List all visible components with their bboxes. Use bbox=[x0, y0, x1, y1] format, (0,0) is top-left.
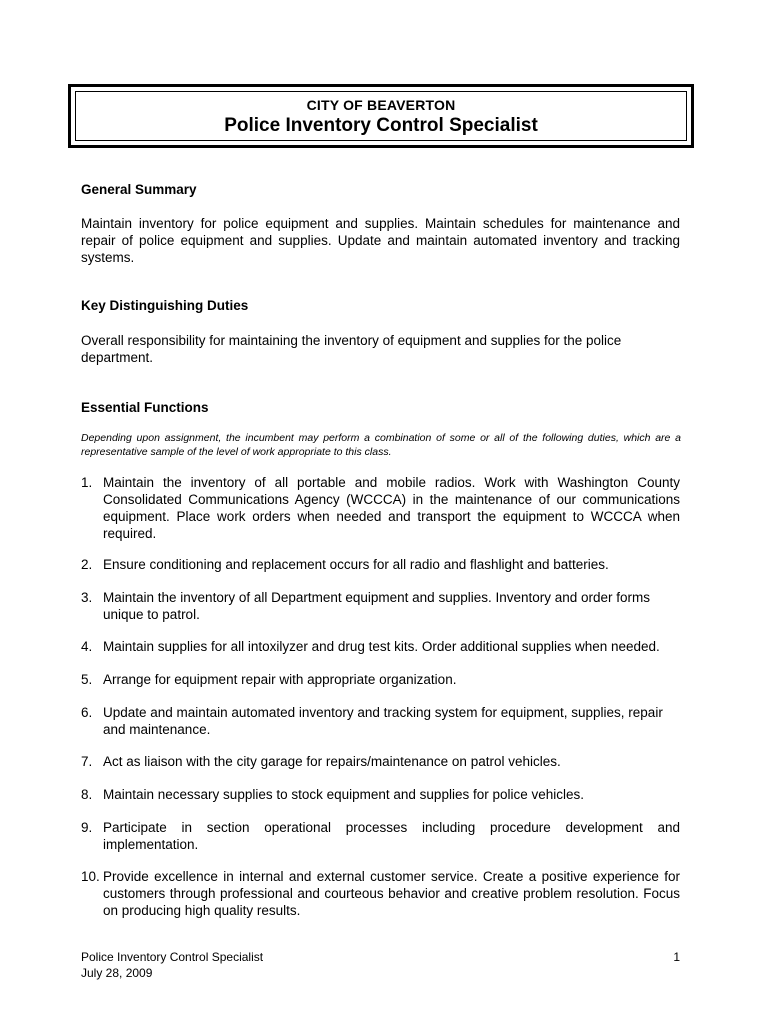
list-item-number: 10. bbox=[81, 869, 100, 884]
list-item-number: 6. bbox=[81, 705, 93, 720]
list-item-text: Maintain the inventory of all portable and mobile radios. Work with Washington County Consolidated Communications Agency (WCCCA) in the maintenance of our communications equipment. Place work orders when needed and transport the equipment to WCCCA when required. bbox=[103, 475, 680, 541]
general-summary-text: Maintain inventory for police equipment and supplies. Maintain schedules for maintenance and repair of police equipment and supplies. Update and maintain automated inventory and tracking systems. bbox=[81, 216, 680, 265]
list-item-number: 9. bbox=[81, 820, 93, 835]
list-item-number: 8. bbox=[81, 787, 93, 802]
key-duties-text: Overall responsibility for maintaining the inventory of equipment and supplies for the police department. bbox=[81, 333, 622, 365]
list-item-number: 2. bbox=[81, 557, 93, 572]
list-item-text: Provide excellence in internal and external customer service. Create a positive experience for customers through professional and courteous behavior and creative problem resolution. Focus on producing high quality results. bbox=[103, 869, 680, 918]
key-duties-heading: Key Distinguishing Duties bbox=[81, 298, 249, 313]
list-item-text: Maintain the inventory of all Department equipment and supplies. Inventory and order forms unique to patrol. bbox=[103, 590, 651, 622]
list-item-number: 7. bbox=[81, 754, 93, 769]
list-item-text: Maintain supplies for all intoxilyzer and drug test kits. Order additional supplies when needed. bbox=[103, 639, 660, 654]
org-name: CITY OF BEAVERTON bbox=[306, 97, 456, 113]
page-title: Police Inventory Control Specialist bbox=[224, 115, 538, 136]
list-item-number: 1. bbox=[81, 475, 93, 490]
essential-functions-heading: Essential Functions bbox=[81, 400, 209, 415]
footer-title: Police Inventory Control Specialist bbox=[81, 950, 264, 964]
list-item-text: Ensure conditioning and replacement occurs for all radio and flashlight and batteries. bbox=[103, 557, 609, 572]
list-item-text: Act as liaison with the city garage for repairs/maintenance on patrol vehicles. bbox=[103, 754, 561, 769]
list-item-text: Maintain necessary supplies to stock equipment and supplies for police vehicles. bbox=[103, 787, 585, 802]
list-item-number: 5. bbox=[81, 672, 93, 687]
list-item-text: Arrange for equipment repair with appropriate organization. bbox=[103, 672, 457, 687]
essential-functions-intro: Depending upon assignment, the incumbent may perform a combination of some or all of the following duties, which are a representative sample of the level of work appropriate to this class. bbox=[81, 432, 681, 458]
general-summary-heading: General Summary bbox=[81, 182, 197, 197]
list-item-number: 3. bbox=[81, 590, 93, 605]
page-number: 1 bbox=[673, 950, 680, 964]
title-box bbox=[68, 84, 694, 148]
list-item-text: Participate in section operational processes including procedure development and implementation. bbox=[103, 820, 680, 852]
list-item-text: Update and maintain automated inventory and tracking system for equipment, supplies, repair and maintenance. bbox=[103, 705, 663, 737]
footer-date: July 28, 2009 bbox=[81, 966, 153, 980]
list-item-number: 4. bbox=[81, 639, 93, 654]
